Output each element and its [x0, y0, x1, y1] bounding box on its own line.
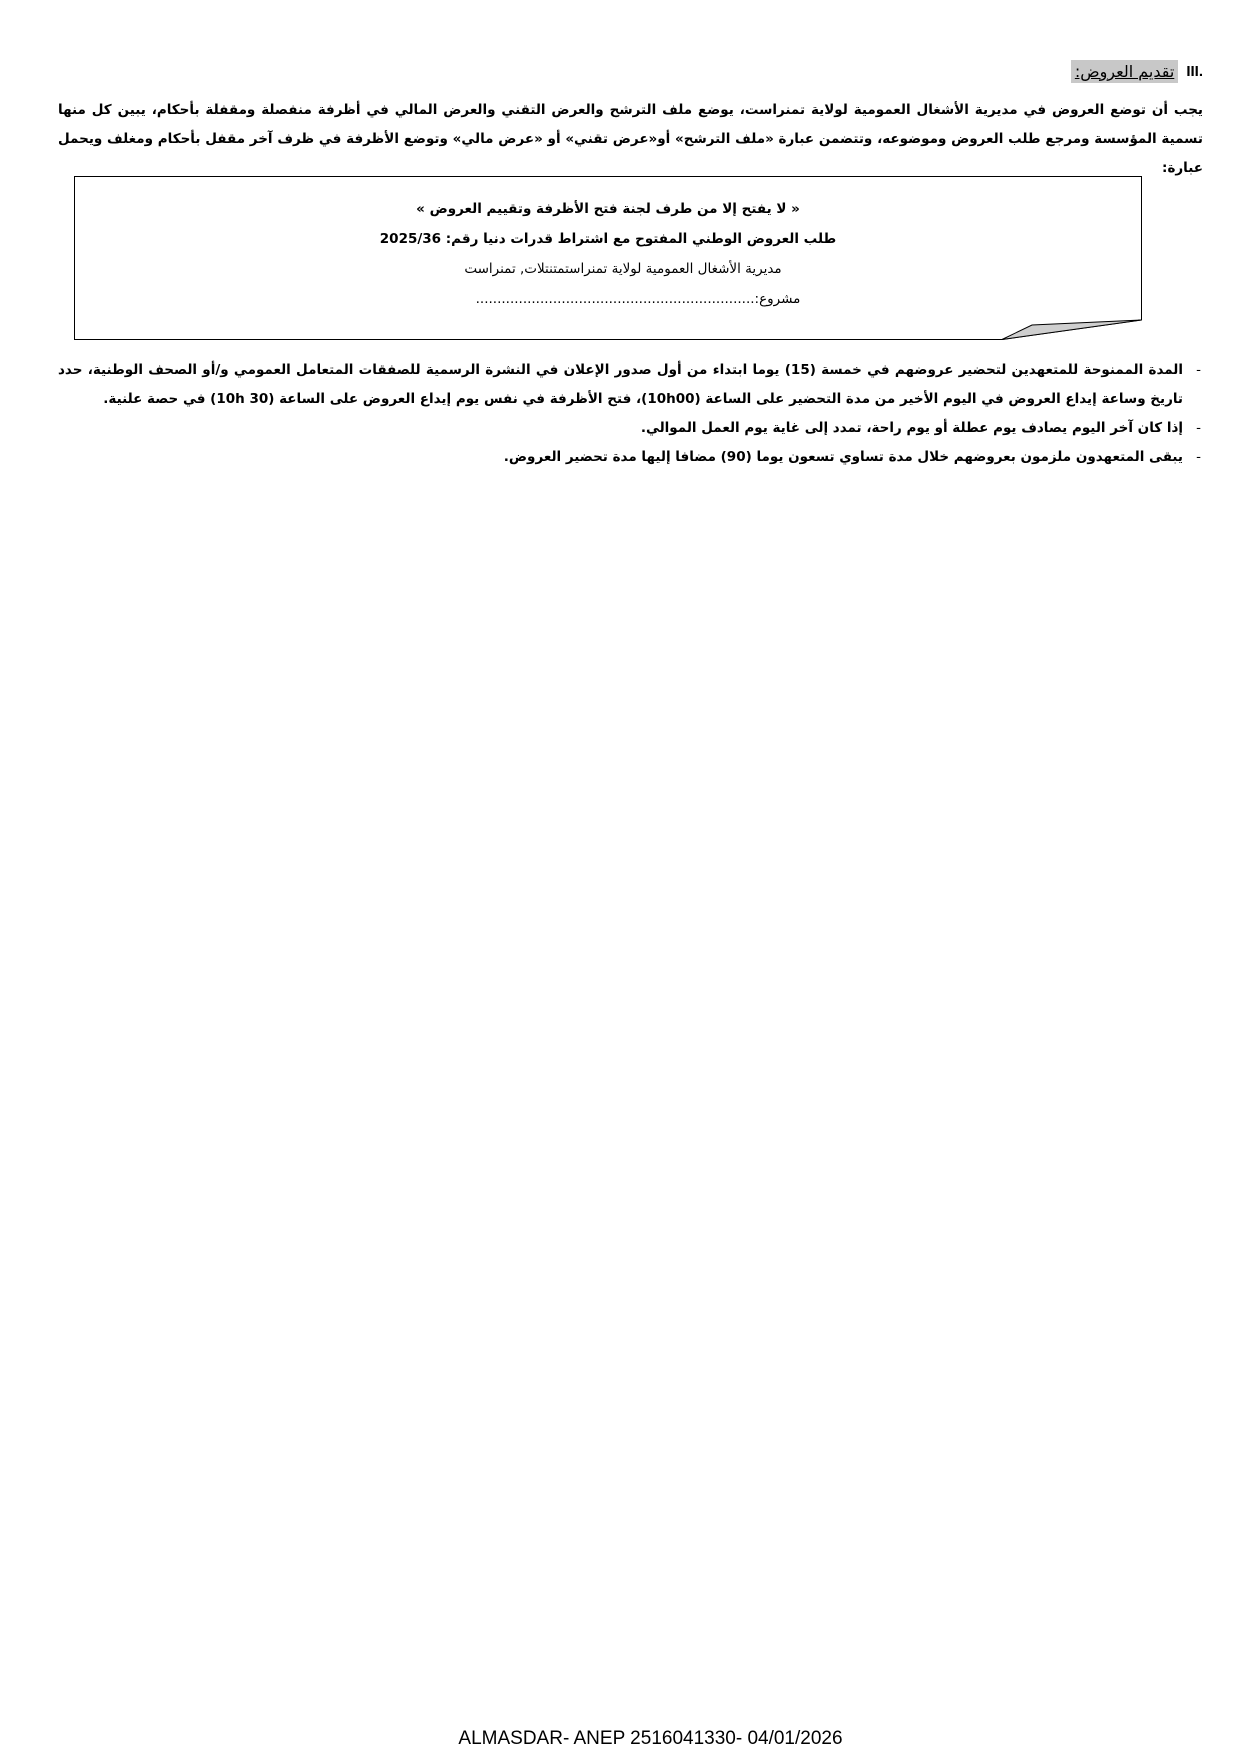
- list-item-text: يبقى المتعهدون ملزمون بعروضهم خلال مدة تساوي تسعون يوما (90) مضافا إليها مدة تحضير العروض.: [503, 449, 1183, 465]
- envelope-label-box: [74, 176, 1142, 340]
- list-item: [58, 414, 1203, 443]
- section-number: .III: [1186, 63, 1203, 80]
- conditions-list: [58, 356, 1203, 472]
- bullet-dash: -: [1196, 362, 1201, 378]
- intro-paragraph: يجب أن توضع العروض في مديرية الأشغال العمومية لولاية تمنراست، يوضع ملف الترشح والعرض التقني والعرض المالي في أظرفة منفصلة ومقفلة بأحكام، يبين كل منها تسمية المؤسسة ومرجع طلب العروض وموضوعه، وتتضمن عبارة «ملف الترشح» أو«عرض تقني» أو «عرض مالي» وتوضع الأظرفة في ظرف آخر مقفل بأحكام ومغلف ويحمل عبارة:: [58, 102, 1203, 176]
- list-item-text: إذا كان آخر اليوم يصادف يوم عطلة أو يوم راحة، تمدد إلى غاية يوم العمل الموالي.: [640, 420, 1183, 436]
- envelope-text: [74, 194, 1142, 314]
- bullet-dash: -: [1196, 449, 1201, 465]
- footer-reference: ALMASDAR- ANEP 2516041330- 04/01/2026: [458, 1728, 843, 1749]
- list-item-text: المدة الممنوحة للمتعهدين لتحضير عروضهم في خمسة (15) يوما ابتداء من أول صدور الإعلان في النشرة الرسمية للصفقات المتعامل العمومي و/أو الصحف الوطنية، حدد تاريخ وساعة إيداع العروض في اليوم الأخير من مدة التحضير على الساعة (10h00)، فتح الأظرفة في نفس يوم إيداع العروض على الساعة (10h 30) في حصة علنية.: [58, 362, 1183, 407]
- section-title: تقديم العروض:: [1071, 60, 1178, 83]
- list-item: [58, 356, 1203, 414]
- envelope-line-directorate: مديرية الأشغال العمومية لولاية تمنراستمتنتلات, تمنراست: [464, 261, 782, 277]
- bullet-dash: -: [1196, 420, 1201, 436]
- envelope-line-tender: طلب العروض الوطني المفتوح مع اشتراط قدرات دنيا رقم: 2025/36: [379, 231, 837, 247]
- list-item: [58, 443, 1203, 472]
- section-heading: [1071, 60, 1203, 83]
- page-footer: [0, 1728, 1241, 1750]
- envelope-line-notice: « لا يفتح إلا من طرف لجنة فتح الأظرفة وتقييم العروض »: [416, 201, 800, 217]
- intro-paragraph-block: [58, 96, 1203, 183]
- envelope-line-project: مشروع:.................................................................: [475, 291, 801, 307]
